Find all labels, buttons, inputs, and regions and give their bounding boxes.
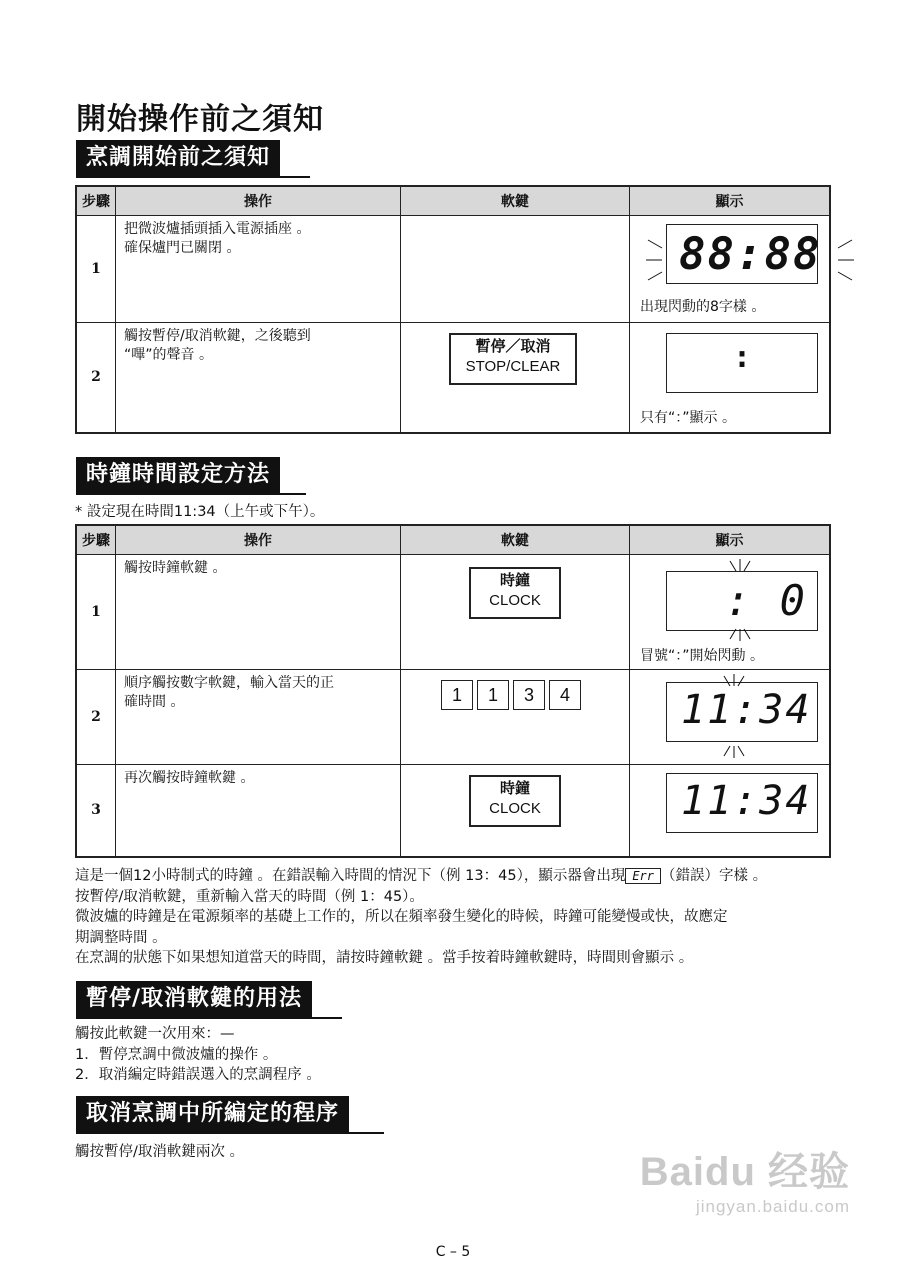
note-line: 在烹調的狀態下如果想知道當天的時間，請按時鐘軟鍵 。當手按着時鐘軟鍵時，時間則會顯示 。 [75, 950, 694, 966]
flash-marks-icon [720, 559, 760, 641]
step-number: 1 [76, 555, 116, 670]
section2-table [75, 524, 831, 858]
step-number: 2 [76, 670, 116, 765]
flash-marks-icon [714, 674, 754, 758]
stop-clear-key: 暫停／取消 STOP/CLEAR [449, 333, 577, 385]
operation-line: 把微波爐插頭插入電源插座 。 [124, 221, 311, 237]
note-line: 這是一個12小時制式的時鐘 。在錯誤輸入時間的情況下（例 13：45），顯示器會出現 [75, 868, 626, 884]
operation-line: 確保爐門已關閉 。 [124, 240, 241, 256]
err-display: Err [625, 868, 661, 884]
softkey-cell [401, 670, 630, 765]
section1-underline [76, 176, 310, 178]
number-key-3: 3 [513, 680, 545, 710]
number-key-1: 1 [441, 680, 473, 710]
operation-line: 再次觸按時鐘軟鍵 。 [124, 770, 255, 786]
number-key-4: 4 [549, 680, 581, 710]
clock-notes [75, 866, 835, 969]
softkey-cell [401, 555, 630, 670]
body-line: 1．暫停烹調中微波爐的操作 。 [75, 1046, 278, 1063]
page-number: C – 5 [435, 1244, 471, 1260]
header-operation: 操作 [116, 186, 401, 216]
body-line: 觸按此軟鍵一次用來：— [75, 1026, 235, 1042]
clock-key: 時鐘 CLOCK [469, 567, 561, 619]
display-cell [630, 555, 831, 670]
display-cell [630, 765, 831, 857]
operation-line: 確時間 。 [124, 694, 185, 710]
lcd-colon: : [733, 340, 754, 375]
section2-title: 時鐘時間設定方法 [76, 457, 280, 493]
section4-body: 觸按暫停/取消軟鍵兩次 。 [75, 1144, 244, 1160]
table-row [76, 216, 830, 323]
note-line: （錯誤）字樣 。 [661, 868, 768, 884]
header-display: 顯示 [630, 525, 831, 555]
operation-line: 觸按暫停/取消軟鍵，之後聽到 [124, 328, 311, 344]
operation-text [116, 216, 401, 323]
softkey-cell [401, 765, 630, 857]
section3-title: 暫停/取消軟鍵的用法 [76, 981, 312, 1017]
softkey-cell [401, 323, 630, 433]
header-step: 步驟 [76, 525, 116, 555]
section3-body [75, 1024, 835, 1086]
number-keys [441, 680, 585, 710]
section4-title: 取消烹調中所編定的程序 [76, 1096, 349, 1132]
note-line: 期調整時間 。 [75, 929, 167, 946]
page-title: 開始操作前之須知 [76, 102, 324, 137]
header-operation: 操作 [116, 525, 401, 555]
lcd-display [666, 773, 818, 833]
operation-text [116, 555, 401, 670]
watermark [640, 1140, 850, 1217]
operation-text [116, 765, 401, 857]
display-cell [630, 670, 831, 765]
header-softkey: 軟鍵 [401, 186, 630, 216]
step-number: 3 [76, 765, 116, 857]
section2-underline [76, 493, 306, 495]
operation-line: “嗶”的聲音 。 [124, 347, 213, 363]
table-row [76, 765, 830, 857]
header-display: 顯示 [630, 186, 831, 216]
header-softkey: 軟鍵 [401, 525, 630, 555]
display-caption: 出現閃動的8字樣 。 [640, 299, 766, 315]
lcd-digits: 11:34 [681, 778, 812, 824]
header-step: 步驟 [76, 186, 116, 216]
section1-table [75, 185, 831, 434]
step-number: 2 [76, 323, 116, 433]
body-line: 2．取消編定時錯誤選入的烹調程序 。 [75, 1067, 321, 1083]
section1-title: 烹調開始前之須知 [76, 140, 280, 176]
section3-underline [76, 1017, 342, 1019]
operation-line: 順序觸按數字軟鍵，輸入當天的正 [124, 675, 334, 691]
softkey-cell [401, 216, 630, 323]
operation-text [116, 670, 401, 765]
clock-key: 時鐘 CLOCK [469, 775, 561, 827]
step-number: 1 [76, 216, 116, 323]
lcd-display [666, 333, 818, 393]
operation-line: 觸按時鐘軟鍵 。 [124, 560, 227, 576]
display-cell [630, 323, 831, 433]
flash-marks-icon [644, 220, 856, 290]
note-line: 按暫停/取消軟鍵，重新輸入當天的時間（例 1：45）。 [75, 888, 424, 905]
lcd-digits: 88:88 [679, 229, 822, 280]
watermark-logo: Baidu 经验 [639, 1150, 850, 1194]
section4-underline [76, 1132, 384, 1134]
lcd-digits: 11:34 [681, 687, 812, 733]
lcd-digits: : 0 [725, 576, 807, 625]
table-row [76, 670, 830, 765]
table-row [76, 555, 830, 670]
display-caption: 只有“：”顯示 。 [640, 410, 736, 426]
number-key-1: 1 [477, 680, 509, 710]
operation-text [116, 323, 401, 433]
watermark-url: jingyan.baidu.com [695, 1197, 850, 1216]
clock-setting-note: * 設定現在時間11:34（上午或下午）。 [75, 504, 325, 520]
note-line: 微波爐的時鐘是在電源頻率的基礎上工作的，所以在頻率發生變化的時候，時鐘可能變慢或快，故應定 [75, 909, 728, 925]
table-row [76, 323, 830, 433]
display-cell [630, 216, 831, 323]
display-caption: 冒號“：”開始閃動 。 [640, 648, 764, 664]
